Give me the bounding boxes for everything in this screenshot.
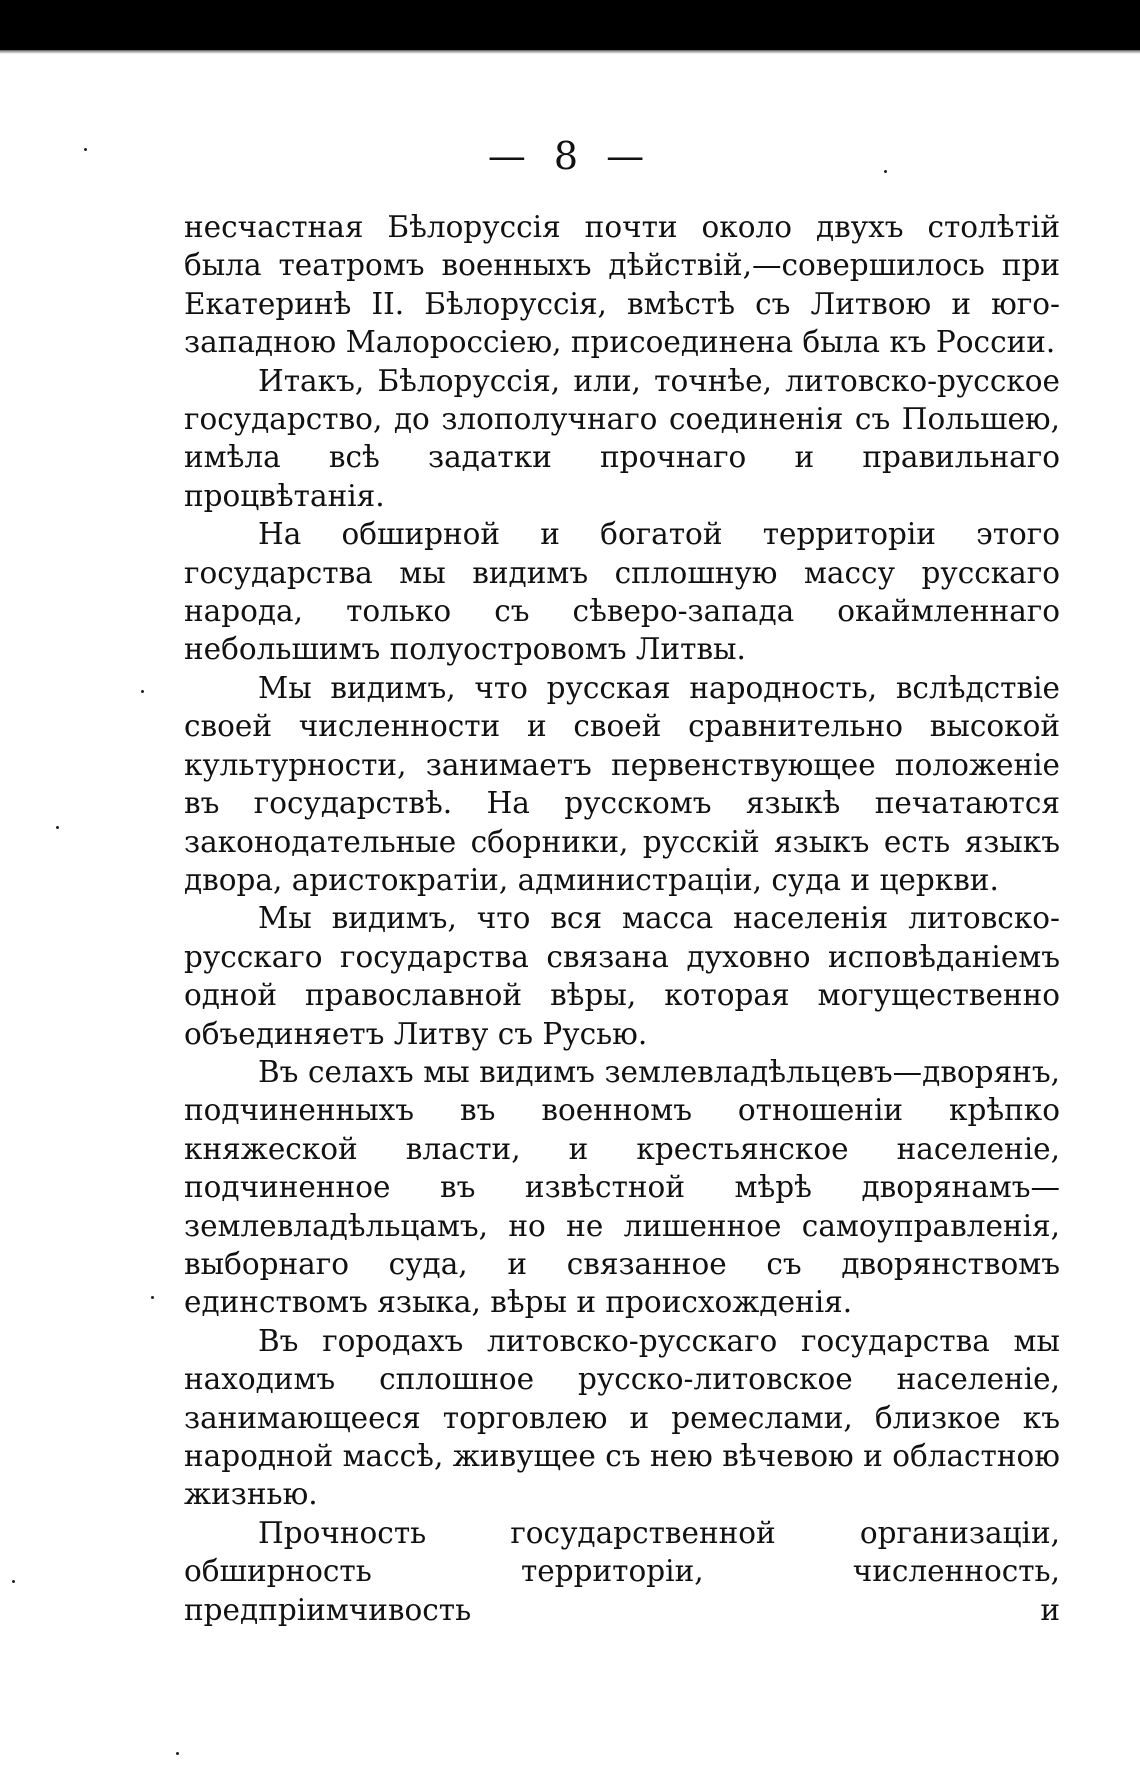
paragraph-7: Въ городахъ литовско-русскаго государства мы находимъ сплошное русско-литовское населеніе, занимающееся торговлею и ремеслами, близкое къ народной массѣ, живущее съ нею вѣчевою и областною жизнью. xyxy=(184,1323,1060,1512)
scan-speck xyxy=(176,1752,179,1755)
paragraph-5: Мы видимъ, что вся масса населенія литовско-русскаго государства связана духовно исповѣданіемъ одной православной вѣры, которая могущественно объединяетъ Литву съ Русью. xyxy=(184,901,1060,1051)
scan-speck xyxy=(84,148,87,151)
paragraph-8: Прочность государственной организаціи, обширность территоріи, численность, предпріимчивость и xyxy=(184,1515,1060,1627)
scan-speck xyxy=(151,1296,154,1299)
scan-top-edge xyxy=(0,0,1140,50)
paragraph-1: несчастная Бѣлоруссія почти около двухъ столѣтій была театромъ военныхъ дѣйствій,—совершилось при Екатеринѣ II. Бѣлоруссія, вмѣстѣ съ Литвою и юго-западною Малороссіею, присоединена была къ России. xyxy=(184,210,1060,360)
paragraph-4: Мы видимъ, что русская народность, вслѣдствіе своей численности и своей сравнительно высокой культурности, занимаетъ первенствующее положеніе въ государствѣ. На русскомъ языкѣ печатаются законодательные сборники, русскій языкъ есть языкъ двора, аристократіи, администраціи, суда и церкви. xyxy=(184,670,1060,897)
scan-speck xyxy=(12,1580,15,1583)
paragraph-3: На обширной и богатой территоріи этого государства мы видимъ сплошную массу русскаго народа, только съ сѣверо-запада окаймленнаго небольшимъ полуостровомъ Литвы. xyxy=(184,517,1060,667)
page-number: — 8 — xyxy=(487,134,653,178)
paragraph-2: Итакъ, Бѣлоруссія, или, точнѣе, литовско-русское государство, до злополучнаго соединенія съ Польшею, имѣла всѣ задатки прочнаго и правильнаго процвѣтанія. xyxy=(184,363,1060,513)
scan-speck xyxy=(884,170,887,173)
body-text xyxy=(184,208,1060,1629)
scan-speck xyxy=(141,690,144,693)
scan-speck xyxy=(56,826,59,829)
paragraph-6: Въ селахъ мы видимъ землевладѣльцевъ—дворянъ, подчиненныхъ въ военномъ отношеніи крѣпко княжеской власти, и крестьянское населеніе, подчиненное въ извѣстной мѣрѣ дворянамъ—землевладѣльцамъ, но не лишенное самоуправленія, выборнаго суда, и связанное съ дворянствомъ единствомъ языка, вѣры и происхожденія. xyxy=(184,1054,1060,1320)
